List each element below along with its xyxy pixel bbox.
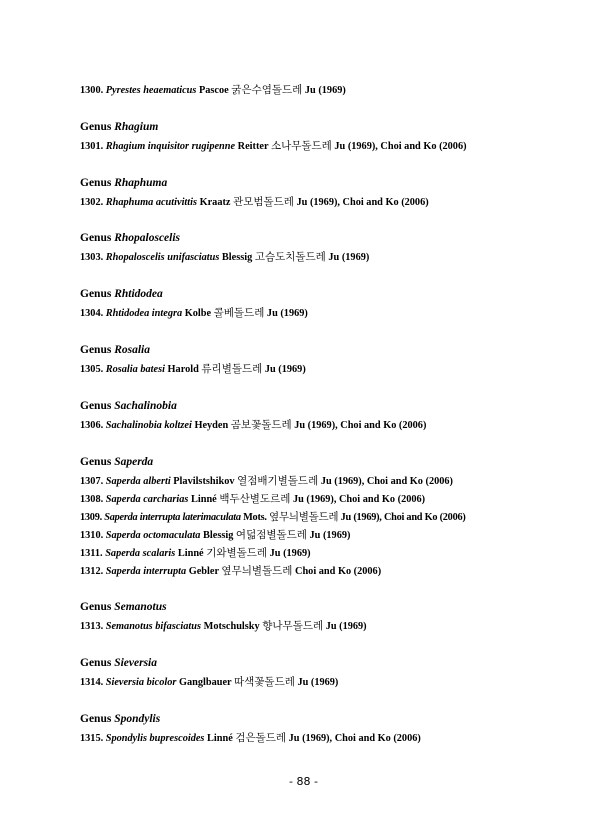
references: Ju (1969), Choi and Ko (2006) — [340, 512, 466, 523]
entry-1314 — [80, 676, 338, 689]
author-name: Pascoe — [198, 85, 229, 96]
genus-prefix: Genus — [80, 121, 112, 133]
species-name: Saperda interrupta laterimaculata — [104, 512, 241, 523]
species-name: Pyrestes heaematicus — [105, 85, 197, 96]
species-name: Spondylis buprescoides — [105, 733, 205, 744]
species-name: Rhagium inquisitor rugipenne — [105, 141, 236, 152]
references: Ju (1969) — [325, 621, 367, 632]
entry-1313 — [80, 620, 367, 633]
references: Ju (1969), Choi and Ko (2006) — [296, 197, 429, 208]
genus-name: Rhaphuma — [114, 177, 168, 189]
genus-name: Rosalia — [114, 344, 150, 356]
korean-name: 따색꽃돌드레 — [234, 676, 295, 688]
entry-number: 1310. — [80, 530, 104, 541]
species-name: Rhopaloscelis unifasciatus — [105, 252, 220, 263]
references: Ju (1969), Choi and Ko (2006) — [292, 494, 426, 505]
entry-1301 — [80, 140, 467, 153]
author-name: Kraatz — [199, 197, 231, 208]
author-name: Linné — [207, 733, 233, 744]
author-name: Reitter — [237, 141, 269, 152]
species-name: Saperda octomaculata — [105, 530, 201, 541]
genus-heading-rhopaloscelis — [80, 231, 180, 245]
korean-name: 굵은수염돌드레 — [231, 84, 303, 96]
genus-prefix: Genus — [80, 288, 112, 300]
species-name: Saperda scalaris — [105, 548, 176, 559]
references: Ju (1969), Choi and Ko (2006) — [320, 476, 453, 487]
references: Ju (1969) — [328, 252, 370, 263]
author-name: Motschulsky — [203, 621, 260, 632]
entry-number: 1305. — [80, 364, 104, 375]
genus-name: Rhagium — [114, 121, 159, 133]
entry-number: 1312. — [80, 566, 104, 577]
author-name: Kolbe — [184, 308, 212, 319]
genus-prefix: Genus — [80, 713, 112, 725]
genus-heading-rosalia — [80, 343, 150, 357]
references: Ju (1969), Choi and Ko (2006) — [288, 733, 421, 744]
genus-heading-rhtidodea — [80, 287, 163, 301]
species-name: Rhtidodea integra — [105, 308, 183, 319]
entry-1302 — [80, 196, 429, 209]
genus-prefix: Genus — [80, 344, 112, 356]
korean-name: 관모범돌드레 — [233, 196, 294, 208]
genus-prefix: Genus — [80, 456, 112, 468]
korean-name: 기와별돌드레 — [206, 547, 268, 559]
entry-number: 1307. — [80, 476, 104, 487]
korean-name: 옆무늬별돌드레 — [269, 511, 339, 523]
genus-name: Saperda — [114, 456, 154, 468]
genus-name: Rhtidodea — [114, 288, 163, 300]
korean-name: 여덟점별돌드레 — [235, 529, 307, 541]
species-name: Sieversia bicolor — [105, 677, 177, 688]
entry-1305 — [80, 363, 306, 376]
genus-name: Spondylis — [114, 713, 161, 725]
references: Ju (1969) — [297, 677, 339, 688]
genus-name: Sieversia — [114, 657, 158, 669]
references: Ju (1969) — [304, 85, 346, 96]
entry-1303 — [80, 251, 369, 264]
entry-1309 — [80, 511, 466, 524]
references: Choi and Ko (2006) — [295, 566, 382, 577]
entry-number: 1314. — [80, 677, 104, 688]
genus-heading-sachalinobia — [80, 399, 177, 413]
species-name: Saperda carcharias — [105, 494, 189, 505]
genus-name: Sachalinobia — [114, 400, 177, 412]
entry-number: 1301. — [80, 141, 104, 152]
references: Ju (1969) — [309, 530, 351, 541]
page-number: - 88 - — [289, 775, 318, 788]
genus-heading-rhagium — [80, 120, 158, 134]
author-name: Blessig — [203, 530, 234, 541]
genus-heading-sieversia — [80, 656, 157, 670]
references: Ju (1969) — [266, 308, 308, 319]
entry-number: 1306. — [80, 420, 104, 431]
genus-heading-rhaphuma — [80, 176, 167, 190]
genus-prefix: Genus — [80, 601, 112, 613]
references: Ju (1969) — [269, 548, 311, 559]
species-name: Rosalia batesi — [105, 364, 165, 375]
references: Ju (1969), Choi and Ko (2006) — [334, 141, 467, 152]
author-name: Gebler — [188, 566, 219, 577]
entry-1311 — [80, 547, 311, 560]
genus-prefix: Genus — [80, 232, 112, 244]
entry-number: 1308. — [80, 494, 104, 505]
genus-name: Rhopaloscelis — [114, 232, 181, 244]
korean-name: 고슴도치돌드레 — [254, 251, 326, 263]
korean-name: 향나무돌드레 — [262, 620, 324, 632]
species-name: Rhaphuma acutivittis — [105, 197, 198, 208]
entry-1315 — [80, 732, 421, 745]
entry-1310 — [80, 529, 350, 542]
korean-name: 백두산별도르레 — [219, 493, 291, 505]
entry-number: 1315. — [80, 733, 104, 744]
author-name: Blessig — [221, 252, 253, 263]
korean-name: 곰보꽃돌드레 — [230, 419, 292, 431]
korean-name: 콜베돌드레 — [213, 307, 265, 319]
author-name: Linné — [177, 548, 204, 559]
genus-prefix: Genus — [80, 400, 112, 412]
entry-number: 1300. — [80, 85, 104, 96]
entry-number: 1311. — [80, 548, 103, 559]
entry-number: 1303. — [80, 252, 104, 263]
entry-number: 1309. — [80, 512, 102, 523]
author-name: Ganglbauer — [178, 677, 232, 688]
genus-prefix: Genus — [80, 177, 112, 189]
species-name: Sachalinobia koltzei — [105, 420, 192, 431]
entry-1312 — [80, 565, 381, 578]
author-name: Linné — [191, 494, 217, 505]
entry-number: 1313. — [80, 621, 104, 632]
korean-name: 열점배기별돌드레 — [237, 475, 319, 487]
references: Ju (1969) — [264, 364, 306, 375]
entry-1300 — [80, 84, 346, 97]
author-name: Harold — [167, 364, 199, 375]
genus-heading-saperda — [80, 455, 153, 469]
entry-1306 — [80, 419, 426, 432]
author-name: Heyden — [194, 420, 229, 431]
species-name: Saperda interrupta — [105, 566, 187, 577]
korean-name: 검은돌드레 — [235, 732, 287, 744]
entry-number: 1304. — [80, 308, 104, 319]
species-name: Saperda alberti — [105, 476, 171, 487]
genus-name: Semanotus — [114, 601, 167, 613]
entry-number: 1302. — [80, 197, 104, 208]
entry-1307 — [80, 475, 453, 488]
korean-name: 소나무돌드레 — [270, 140, 332, 152]
entry-1304 — [80, 307, 308, 320]
author-name: Plavilstshikov — [173, 476, 235, 487]
genus-prefix: Genus — [80, 657, 112, 669]
korean-name: 옆무늬별돌드레 — [221, 565, 293, 577]
entry-1308 — [80, 493, 425, 506]
author-name: Mots. — [243, 512, 267, 523]
references: Ju (1969), Choi and Ko (2006) — [294, 420, 427, 431]
species-name: Semanotus bifasciatus — [105, 621, 202, 632]
genus-heading-semanotus — [80, 600, 167, 614]
genus-heading-spondylis — [80, 712, 160, 726]
korean-name: 류리별돌드레 — [201, 363, 263, 375]
